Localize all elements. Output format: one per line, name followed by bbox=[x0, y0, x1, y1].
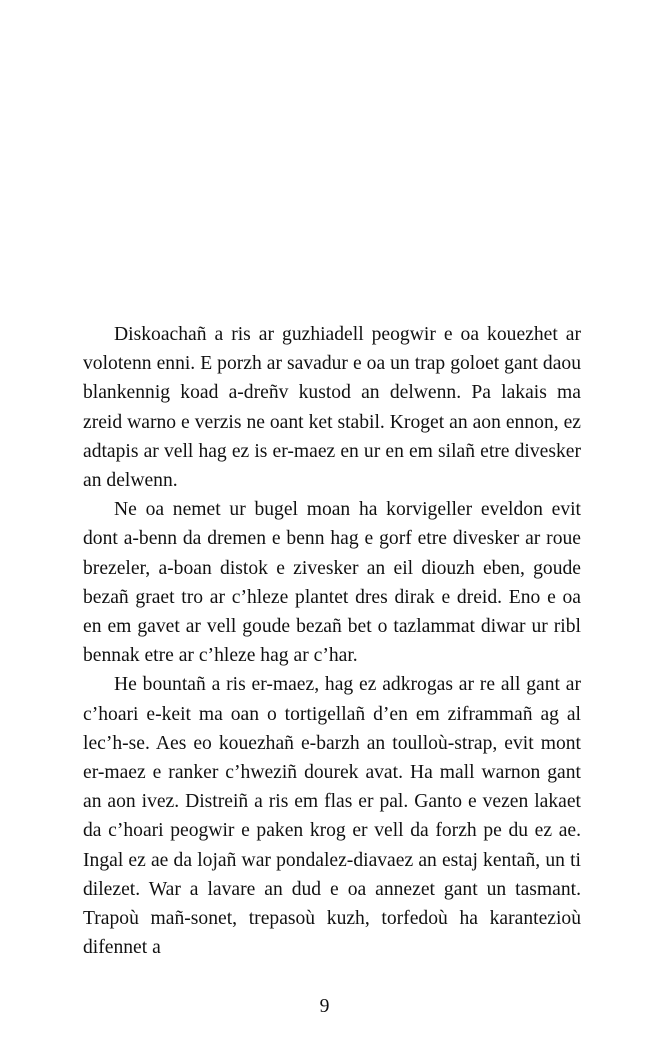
paragraph: Diskoachañ a ris ar guzhiadell peogwir e oa kouezhet ar volotenn enni. E porzh ar savadur e oa un trap goloet gant daou blankennig koad a-dreñv kustod an delwenn. Pa lakais ma zreid warno e verzis ne oant ket stabil. Kroget an aon ennon, ez adtapis ar vell hag ez is er-maez en ur en em silañ etre divesker an delwenn. bbox=[83, 324, 581, 492]
body-text bbox=[83, 320, 581, 962]
paragraph: Ne oa nemet ur bugel moan ha korvigeller eveldon evit dont a-benn da dremen e benn hag e gorf etre divesker ar roue brezeler, a-boan distok e zivesker an eil diouzh eben, goude bezañ graet tro ar c’hleze plantet dres dirak e dreid. Eno e oa en em gavet ar vell goude bezañ bet o tazlammat diwar ur ribl bennak etre ar c’hleze hag ar c’har. bbox=[83, 499, 581, 667]
page-number: 9 bbox=[319, 996, 330, 1017]
paragraph: He bountañ a ris er-maez, hag ez adkrogas ar re all gant ar c’hoari e-keit ma oan o tortigellañ d’en em ziframmañ ag al lec’h-se. Aes eo kouezhañ e-barzh an toulloù-strap, evit mont er-maez e ranker c’hweziñ dourek avat. Ha mall warnon gant an aon ivez. Distreiñ a ris em flas er pal. Ganto e vezen lakaet da c’hoari peogwir e paken krog er vell da forzh pe du ez ae. Ingal ez ae da lojañ war pondalez-diavaez an estaj kentañ, un ti dilezet. War a lavare an dud e oa annezet gant un tasmant. Trapoù mañ-sonet, trepasoù kuzh, torfedoù ha karantezioù difennet a bbox=[83, 674, 581, 959]
